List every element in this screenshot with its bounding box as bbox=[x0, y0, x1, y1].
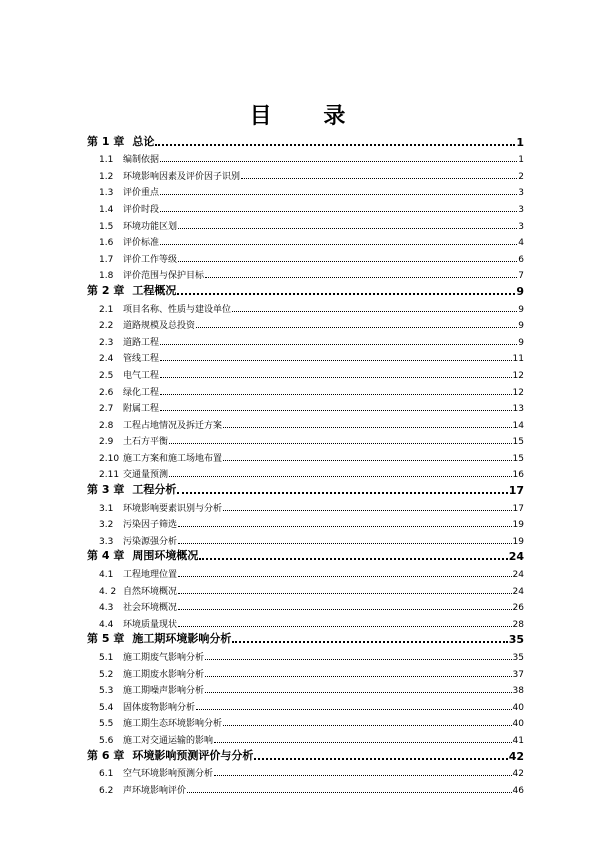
toc-entry-title: 评价范围与保护目标 bbox=[123, 271, 205, 282]
table-of-contents bbox=[87, 132, 524, 796]
toc-entry-title: 施工期噪声影响分析 bbox=[123, 686, 205, 697]
toc-entry-title: 声环境影响评价 bbox=[123, 785, 187, 796]
toc-page-number: 40 bbox=[512, 719, 524, 730]
toc-chapter-entry[interactable] bbox=[87, 281, 524, 298]
toc-page-number: 1 bbox=[516, 135, 524, 149]
toc-page-number: 19 bbox=[512, 520, 524, 531]
toc-entry-title: 评价标准 bbox=[123, 238, 160, 249]
toc-entry-number: 1.7 bbox=[99, 254, 114, 265]
toc-entry-title: 工程地理位置 bbox=[123, 570, 178, 581]
toc-entry-title: 土石方平衡 bbox=[123, 437, 169, 448]
dot-leader bbox=[160, 410, 512, 411]
toc-page-number: 41 bbox=[512, 735, 524, 746]
dot-leader bbox=[178, 576, 512, 577]
toc-section-entry[interactable] bbox=[87, 232, 524, 249]
toc-entry-title: 评价时段 bbox=[123, 204, 160, 215]
toc-chapter-entry[interactable] bbox=[87, 630, 524, 647]
toc-section-entry[interactable] bbox=[87, 497, 524, 514]
toc-section-entry[interactable] bbox=[87, 763, 524, 780]
toc-page-number: 35 bbox=[512, 653, 524, 663]
toc-page-number: 13 bbox=[512, 404, 524, 415]
toc-entry-number: 4. 2 bbox=[99, 586, 117, 597]
toc-entry-number: 4.3 bbox=[99, 603, 114, 614]
dot-leader bbox=[205, 676, 512, 677]
toc-section-entry[interactable] bbox=[87, 381, 524, 398]
toc-entry-number: 2.8 bbox=[99, 420, 114, 431]
dot-leader bbox=[223, 460, 512, 461]
toc-section-entry[interactable] bbox=[87, 646, 524, 663]
toc-page-number: 46 bbox=[512, 785, 524, 796]
toc-section-entry[interactable] bbox=[87, 447, 524, 464]
dot-leader bbox=[205, 692, 512, 693]
toc-entry-title: 周围环境概况 bbox=[132, 549, 199, 563]
toc-section-entry[interactable] bbox=[87, 315, 524, 332]
dot-leader bbox=[160, 344, 517, 345]
toc-section-entry[interactable] bbox=[87, 149, 524, 166]
toc-entry-number: 1.8 bbox=[99, 271, 114, 282]
toc-chapter-entry[interactable] bbox=[87, 746, 524, 763]
toc-page-number: 7 bbox=[518, 271, 524, 282]
toc-entry-title: 社会环境概况 bbox=[123, 603, 178, 614]
toc-page-number: 24 bbox=[512, 570, 524, 581]
toc-section-entry[interactable] bbox=[87, 696, 524, 713]
toc-entry-number: 2.11 bbox=[99, 470, 120, 481]
toc-section-entry[interactable] bbox=[87, 348, 524, 365]
toc-page-number: 12 bbox=[512, 387, 524, 398]
toc-entry-number: 1.2 bbox=[99, 171, 114, 182]
dot-leader bbox=[160, 377, 512, 378]
toc-entry-number: 2.6 bbox=[99, 387, 114, 398]
toc-entry-title: 固体废物影响分析 bbox=[123, 702, 196, 713]
toc-entry-number: 5.3 bbox=[99, 686, 114, 697]
toc-page-number: 19 bbox=[512, 536, 524, 547]
toc-page-number: 14 bbox=[512, 420, 524, 431]
toc-page-number: 35 bbox=[508, 633, 524, 647]
toc-entry-number: 2.9 bbox=[99, 437, 114, 448]
toc-page-number: 42 bbox=[512, 769, 524, 780]
dot-leader bbox=[196, 327, 517, 328]
toc-entry-title: 附属工程 bbox=[123, 404, 160, 415]
toc-page-number: 17 bbox=[508, 484, 524, 498]
toc-entry-title: 污染源强分析 bbox=[123, 536, 178, 547]
toc-page-number: 16 bbox=[512, 470, 524, 481]
toc-section-entry[interactable] bbox=[87, 530, 524, 547]
toc-entry-title: 空气环境影响预测分析 bbox=[123, 769, 214, 780]
toc-entry-title: 环境影响要素识别与分析 bbox=[123, 503, 223, 514]
toc-section-entry[interactable] bbox=[87, 182, 524, 199]
dot-leader bbox=[223, 427, 512, 428]
toc-entry-title: 施工期生态环境影响分析 bbox=[123, 719, 223, 730]
toc-page-number: 6 bbox=[518, 254, 524, 265]
toc-section-entry[interactable] bbox=[87, 431, 524, 448]
dot-leader bbox=[177, 293, 515, 295]
toc-section-entry[interactable] bbox=[87, 779, 524, 796]
toc-page-number: 11 bbox=[512, 354, 524, 365]
dot-leader bbox=[205, 659, 512, 660]
toc-page-number: 24 bbox=[508, 550, 524, 564]
toc-page-number: 2 bbox=[518, 171, 524, 182]
toc-page-number: 15 bbox=[512, 453, 524, 464]
toc-entry-number: 2.10 bbox=[99, 453, 120, 464]
toc-entry-title: 道路规模及总投资 bbox=[123, 321, 196, 332]
toc-entry-number: 2.3 bbox=[99, 337, 114, 348]
toc-entry-title: 评价工作等级 bbox=[123, 254, 178, 265]
toc-entry-number: 第 2 章 bbox=[87, 283, 125, 297]
toc-entry-title: 施工期废水影响分析 bbox=[123, 669, 205, 680]
toc-section-entry[interactable] bbox=[87, 364, 524, 381]
toc-page-number: 9 bbox=[516, 284, 524, 298]
toc-section-entry[interactable] bbox=[87, 613, 524, 630]
dot-leader bbox=[177, 492, 507, 494]
dot-leader bbox=[187, 792, 512, 793]
toc-entry-number: 1.6 bbox=[99, 238, 114, 249]
toc-section-entry[interactable] bbox=[87, 165, 524, 182]
toc-page-number: 9 bbox=[518, 304, 524, 315]
dot-leader bbox=[214, 775, 512, 776]
dot-leader bbox=[169, 476, 512, 477]
toc-section-entry[interactable] bbox=[87, 597, 524, 614]
toc-section-entry[interactable] bbox=[87, 398, 524, 415]
dot-leader bbox=[178, 593, 512, 594]
toc-page-number: 15 bbox=[512, 437, 524, 448]
dot-leader bbox=[178, 261, 517, 262]
toc-entry-number: 3.1 bbox=[99, 503, 114, 514]
toc-entry-number: 6.1 bbox=[99, 769, 114, 780]
toc-entry-number: 1.5 bbox=[99, 221, 114, 232]
toc-page-number: 4 bbox=[518, 238, 524, 249]
toc-page-number: 37 bbox=[512, 669, 524, 680]
toc-section-entry[interactable] bbox=[87, 248, 524, 265]
toc-page-number: 24 bbox=[512, 586, 524, 597]
toc-entry-title: 道路工程 bbox=[123, 337, 160, 348]
dot-leader bbox=[178, 526, 512, 527]
dot-leader bbox=[232, 641, 507, 643]
toc-page-number: 3 bbox=[518, 204, 524, 215]
toc-entry-title: 环境质量现状 bbox=[123, 619, 178, 630]
toc-section-entry[interactable] bbox=[87, 414, 524, 431]
toc-entry-title: 管线工程 bbox=[123, 354, 160, 365]
dot-leader bbox=[232, 311, 517, 312]
toc-entry-number: 6.2 bbox=[99, 785, 114, 796]
toc-entry-title: 环境影响因素及评价因子识别 bbox=[123, 171, 241, 182]
toc-page-number: 28 bbox=[512, 619, 524, 630]
toc-entry-title: 电气工程 bbox=[123, 370, 160, 381]
toc-entry-number: 1.1 bbox=[99, 155, 114, 166]
toc-section-entry[interactable] bbox=[87, 713, 524, 730]
toc-entry-title: 施工期环境影响分析 bbox=[132, 632, 232, 646]
toc-section-entry[interactable] bbox=[87, 729, 524, 746]
toc-entry-number: 1.4 bbox=[99, 204, 114, 215]
toc-chapter-entry[interactable] bbox=[87, 132, 524, 149]
dot-leader bbox=[205, 277, 517, 278]
dot-leader bbox=[199, 558, 507, 560]
toc-entry-number: 1.3 bbox=[99, 188, 114, 199]
toc-chapter-entry[interactable] bbox=[87, 480, 524, 497]
toc-page-number: 1 bbox=[518, 155, 524, 166]
toc-entry-number: 5.5 bbox=[99, 719, 114, 730]
dot-leader bbox=[178, 228, 517, 229]
toc-page-number: 38 bbox=[512, 686, 524, 697]
dot-leader bbox=[160, 360, 512, 361]
toc-entry-number: 2.2 bbox=[99, 321, 114, 332]
toc-section-entry[interactable] bbox=[87, 680, 524, 697]
toc-entry-number: 第 5 章 bbox=[87, 632, 125, 646]
toc-entry-number: 第 6 章 bbox=[87, 748, 125, 762]
toc-entry-title: 污染因子筛选 bbox=[123, 520, 178, 531]
toc-section-entry[interactable] bbox=[87, 464, 524, 481]
toc-entry-number: 5.1 bbox=[99, 653, 114, 663]
toc-entry-number: 第 3 章 bbox=[87, 483, 125, 497]
toc-entry-number: 3.2 bbox=[99, 520, 114, 531]
toc-title: 目 录 bbox=[249, 103, 368, 129]
toc-section-entry[interactable] bbox=[87, 215, 524, 232]
toc-section-entry[interactable] bbox=[87, 580, 524, 597]
toc-entry-title: 施工对交通运输的影响 bbox=[123, 735, 214, 746]
toc-entry-title: 施工方案和施工场地布置 bbox=[123, 453, 223, 464]
toc-entry-title: 施工期废气影响分析 bbox=[123, 653, 205, 663]
dot-leader bbox=[214, 742, 512, 743]
dot-leader bbox=[223, 725, 512, 726]
toc-entry-number: 2.5 bbox=[99, 370, 114, 381]
toc-entry-title: 编制依据 bbox=[123, 155, 160, 166]
toc-entry-title: 项目名称、性质与建设单位 bbox=[123, 304, 232, 315]
dot-leader bbox=[160, 161, 517, 162]
toc-entry-title: 工程分析 bbox=[132, 483, 177, 497]
toc-page-number: 12 bbox=[512, 370, 524, 381]
toc-section-entry[interactable] bbox=[87, 563, 524, 580]
toc-page-number: 17 bbox=[512, 503, 524, 514]
toc-page-number: 9 bbox=[518, 321, 524, 332]
toc-section-entry[interactable] bbox=[87, 514, 524, 531]
toc-entry-title: 评价重点 bbox=[123, 188, 160, 199]
toc-entry-title: 环境影响预测评价与分析 bbox=[132, 748, 254, 762]
dot-leader bbox=[160, 394, 512, 395]
toc-entry-number: 2.7 bbox=[99, 404, 114, 415]
toc-section-entry[interactable] bbox=[87, 298, 524, 315]
toc-entry-title: 工程概况 bbox=[132, 283, 177, 297]
toc-entry-title: 总论 bbox=[132, 134, 155, 148]
dot-leader bbox=[178, 626, 512, 627]
dot-leader bbox=[254, 758, 507, 760]
toc-entry-number: 第 1 章 bbox=[87, 134, 125, 148]
toc-entry-title: 工程占地情况及拆迁方案 bbox=[123, 420, 223, 431]
toc-entry-title: 绿化工程 bbox=[123, 387, 160, 398]
dot-leader bbox=[160, 194, 517, 195]
toc-entry-title: 自然环境概况 bbox=[123, 586, 178, 597]
toc-section-entry[interactable] bbox=[87, 331, 524, 348]
toc-page-number: 3 bbox=[518, 188, 524, 199]
toc-entry-number: 4.4 bbox=[99, 619, 114, 630]
toc-entry-title: 交通量预测 bbox=[123, 470, 169, 481]
toc-page-number: 42 bbox=[508, 749, 524, 763]
toc-entry-number: 5.6 bbox=[99, 735, 114, 746]
toc-entry-number: 2.1 bbox=[99, 304, 114, 315]
toc-section-entry[interactable] bbox=[87, 265, 524, 282]
toc-section-entry[interactable] bbox=[87, 663, 524, 680]
toc-entry-number: 2.4 bbox=[99, 354, 114, 365]
dot-leader bbox=[196, 709, 512, 710]
toc-entry-title: 环境功能区划 bbox=[123, 221, 178, 232]
toc-page-number: 40 bbox=[512, 702, 524, 713]
toc-entry-number: 3.3 bbox=[99, 536, 114, 547]
toc-entry-number: 5.4 bbox=[99, 702, 114, 713]
toc-entry-number: 4.1 bbox=[99, 570, 114, 581]
dot-leader bbox=[160, 244, 517, 245]
toc-entry-number: 5.2 bbox=[99, 669, 114, 680]
dot-leader bbox=[223, 510, 512, 511]
toc-entry-number: 第 4 章 bbox=[87, 549, 125, 563]
toc-section-entry[interactable] bbox=[87, 198, 524, 215]
dot-leader bbox=[178, 609, 512, 610]
dot-leader bbox=[160, 211, 517, 212]
dot-leader bbox=[241, 178, 517, 179]
toc-page-number: 26 bbox=[512, 603, 524, 614]
toc-page-number: 9 bbox=[518, 337, 524, 348]
dot-leader bbox=[155, 144, 515, 146]
dot-leader bbox=[178, 543, 512, 544]
toc-chapter-entry[interactable] bbox=[87, 547, 524, 564]
dot-leader bbox=[169, 443, 512, 444]
toc-page-number: 3 bbox=[518, 221, 524, 232]
